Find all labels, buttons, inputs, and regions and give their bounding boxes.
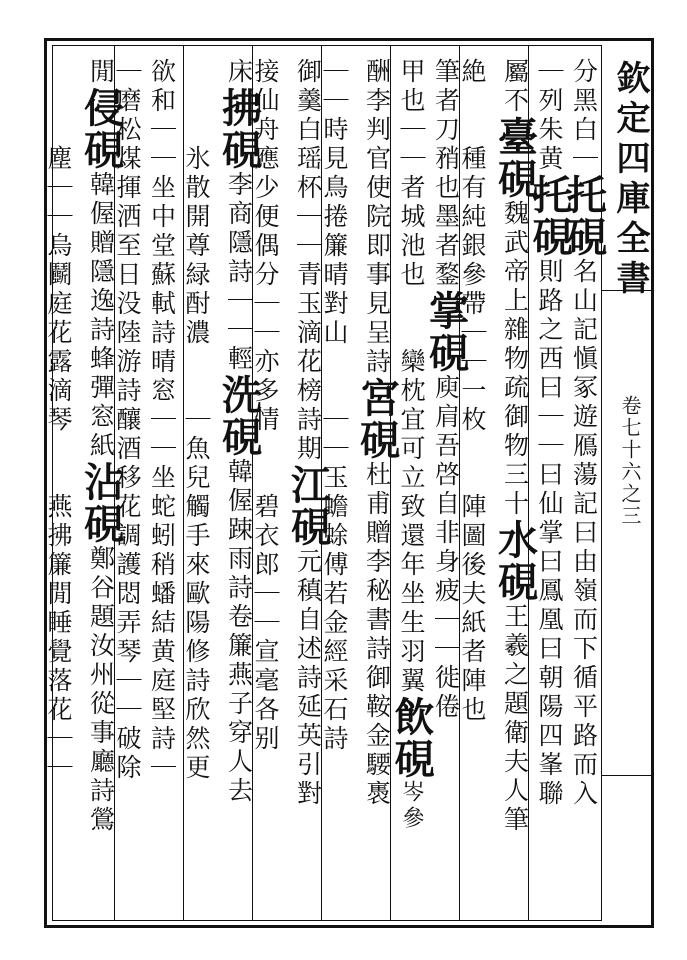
body-text: [44, 58, 73, 87]
body-text: ｜磨松煤揮洒至日没陸游詩釀酒移花調護悶弄琴｜｜破除: [113, 58, 142, 783]
entry-heading: 臺硯: [491, 116, 539, 200]
body-text: 絶: [458, 58, 487, 87]
entry-heading: 宮硯: [353, 377, 401, 461]
book-title: 欽定四庫全書: [610, 60, 650, 300]
body-text: 種有純銀參帶｜｜一枚: [458, 145, 487, 435]
body-text: 碧衣郎｜｜宣毫各别: [251, 493, 280, 754]
text-column: [77, 58, 125, 835]
entry-heading: 沾硯: [77, 461, 125, 545]
body-text: 接仙舟應少便偶分｜｜亦多情: [251, 58, 280, 435]
body-text: 閒: [86, 58, 116, 87]
body-text: 酬李判官使院即事見呈詩: [362, 58, 392, 377]
body-text: [182, 348, 211, 406]
body-text: 氷散開尊緑酎濃: [182, 145, 211, 348]
text-column: [560, 58, 608, 809]
body-text: 名山記愼冢遊鴈蕩記曰由嶺而下循平路而入: [569, 258, 599, 809]
body-text: 欒枕宜可立致還年坐生羽翼: [397, 348, 426, 696]
text-column: [491, 58, 539, 835]
body-text: 塵｜｜烏鬬庭花露滴琴: [44, 145, 73, 435]
body-text: ｜｜時見鳥捲簾晴對山: [320, 58, 349, 348]
entry-heading: 托硯: [560, 174, 608, 258]
text-column: [284, 58, 332, 809]
body-text: [182, 87, 211, 145]
body-text: 庾肩吾啓自非身疲｜｜徙倦: [431, 374, 461, 722]
body-text: 筆者刀矟也墨者鍪: [431, 58, 461, 290]
body-text: 床: [224, 58, 254, 87]
entry-heading: 侵硯: [77, 87, 125, 171]
entry-heading: 掌硯: [422, 290, 470, 374]
entry-heading: 水硯: [491, 519, 539, 603]
body-text: [44, 435, 73, 493]
text-column: [422, 58, 470, 722]
entry-heading: 飲硯: [388, 696, 435, 780]
body-text: 屬不: [500, 58, 530, 116]
body-text: [397, 290, 426, 348]
body-text: 韓偓贈隱逸詩蜂彈窓紙: [86, 171, 116, 461]
body-text: [44, 87, 73, 145]
body-text: 御羹白瑶杯｜｜青玉滴花榜詩期: [293, 58, 323, 464]
text-column: [215, 58, 263, 806]
body-text: 分黑白｜: [569, 58, 599, 174]
body-text: 陣圖後夫紙者陣也: [458, 493, 487, 725]
entry-heading: 江硯: [284, 464, 332, 548]
body-text: 則路之西曰｜｜曰仙掌曰鳳凰曰朝陽四峯聯: [535, 258, 564, 809]
entry-heading: 拂硯: [215, 87, 263, 171]
entry-heading: 托硯: [526, 174, 573, 258]
margin-divider: [602, 775, 652, 776]
volume-number: 卷七十六之三: [618, 395, 642, 527]
text-column: [147, 58, 177, 783]
body-text: 鄭谷題汝州從事廳詩鶯: [86, 545, 116, 835]
body-text: 李商隱詩｜｜輕: [224, 171, 254, 374]
body-text: ｜魚兒觸手來歐陽修詩欣然更: [182, 406, 211, 783]
body-text: ｜列朱黄: [535, 58, 564, 174]
body-text: 燕拂簾閒睡覺落花｜｜: [44, 493, 73, 783]
annotation-text: 岑參: [399, 780, 424, 832]
text-column: [353, 58, 401, 809]
body-text: 杜甫贈李秘書詩御鞍金騕褭: [362, 461, 392, 809]
entry-heading: 洗硯: [215, 374, 263, 458]
column-rule: [183, 46, 184, 921]
body-text: 甲也｜｜者城池也: [397, 58, 426, 290]
body-text: 王羲之題衛夫人筆: [500, 603, 530, 835]
text-column: [184, 58, 209, 783]
text-column: [46, 58, 71, 783]
body-text: 韓偓踈雨詩卷簾燕子穿人去: [224, 458, 254, 806]
body-text: [182, 58, 211, 87]
body-text: 欲和｜｜坐中堂蘇軾詩晴窓｜｜坐蛇蚓稍蟠結黄庭堅詩｜: [147, 58, 177, 783]
body-text: ｜｜玉蟾蜍傅若金經采石詩: [320, 406, 349, 754]
body-text: 魏武帝上雜物疏御物三十: [500, 200, 530, 519]
body-text: 元稹自述詩延英引對: [293, 548, 323, 809]
